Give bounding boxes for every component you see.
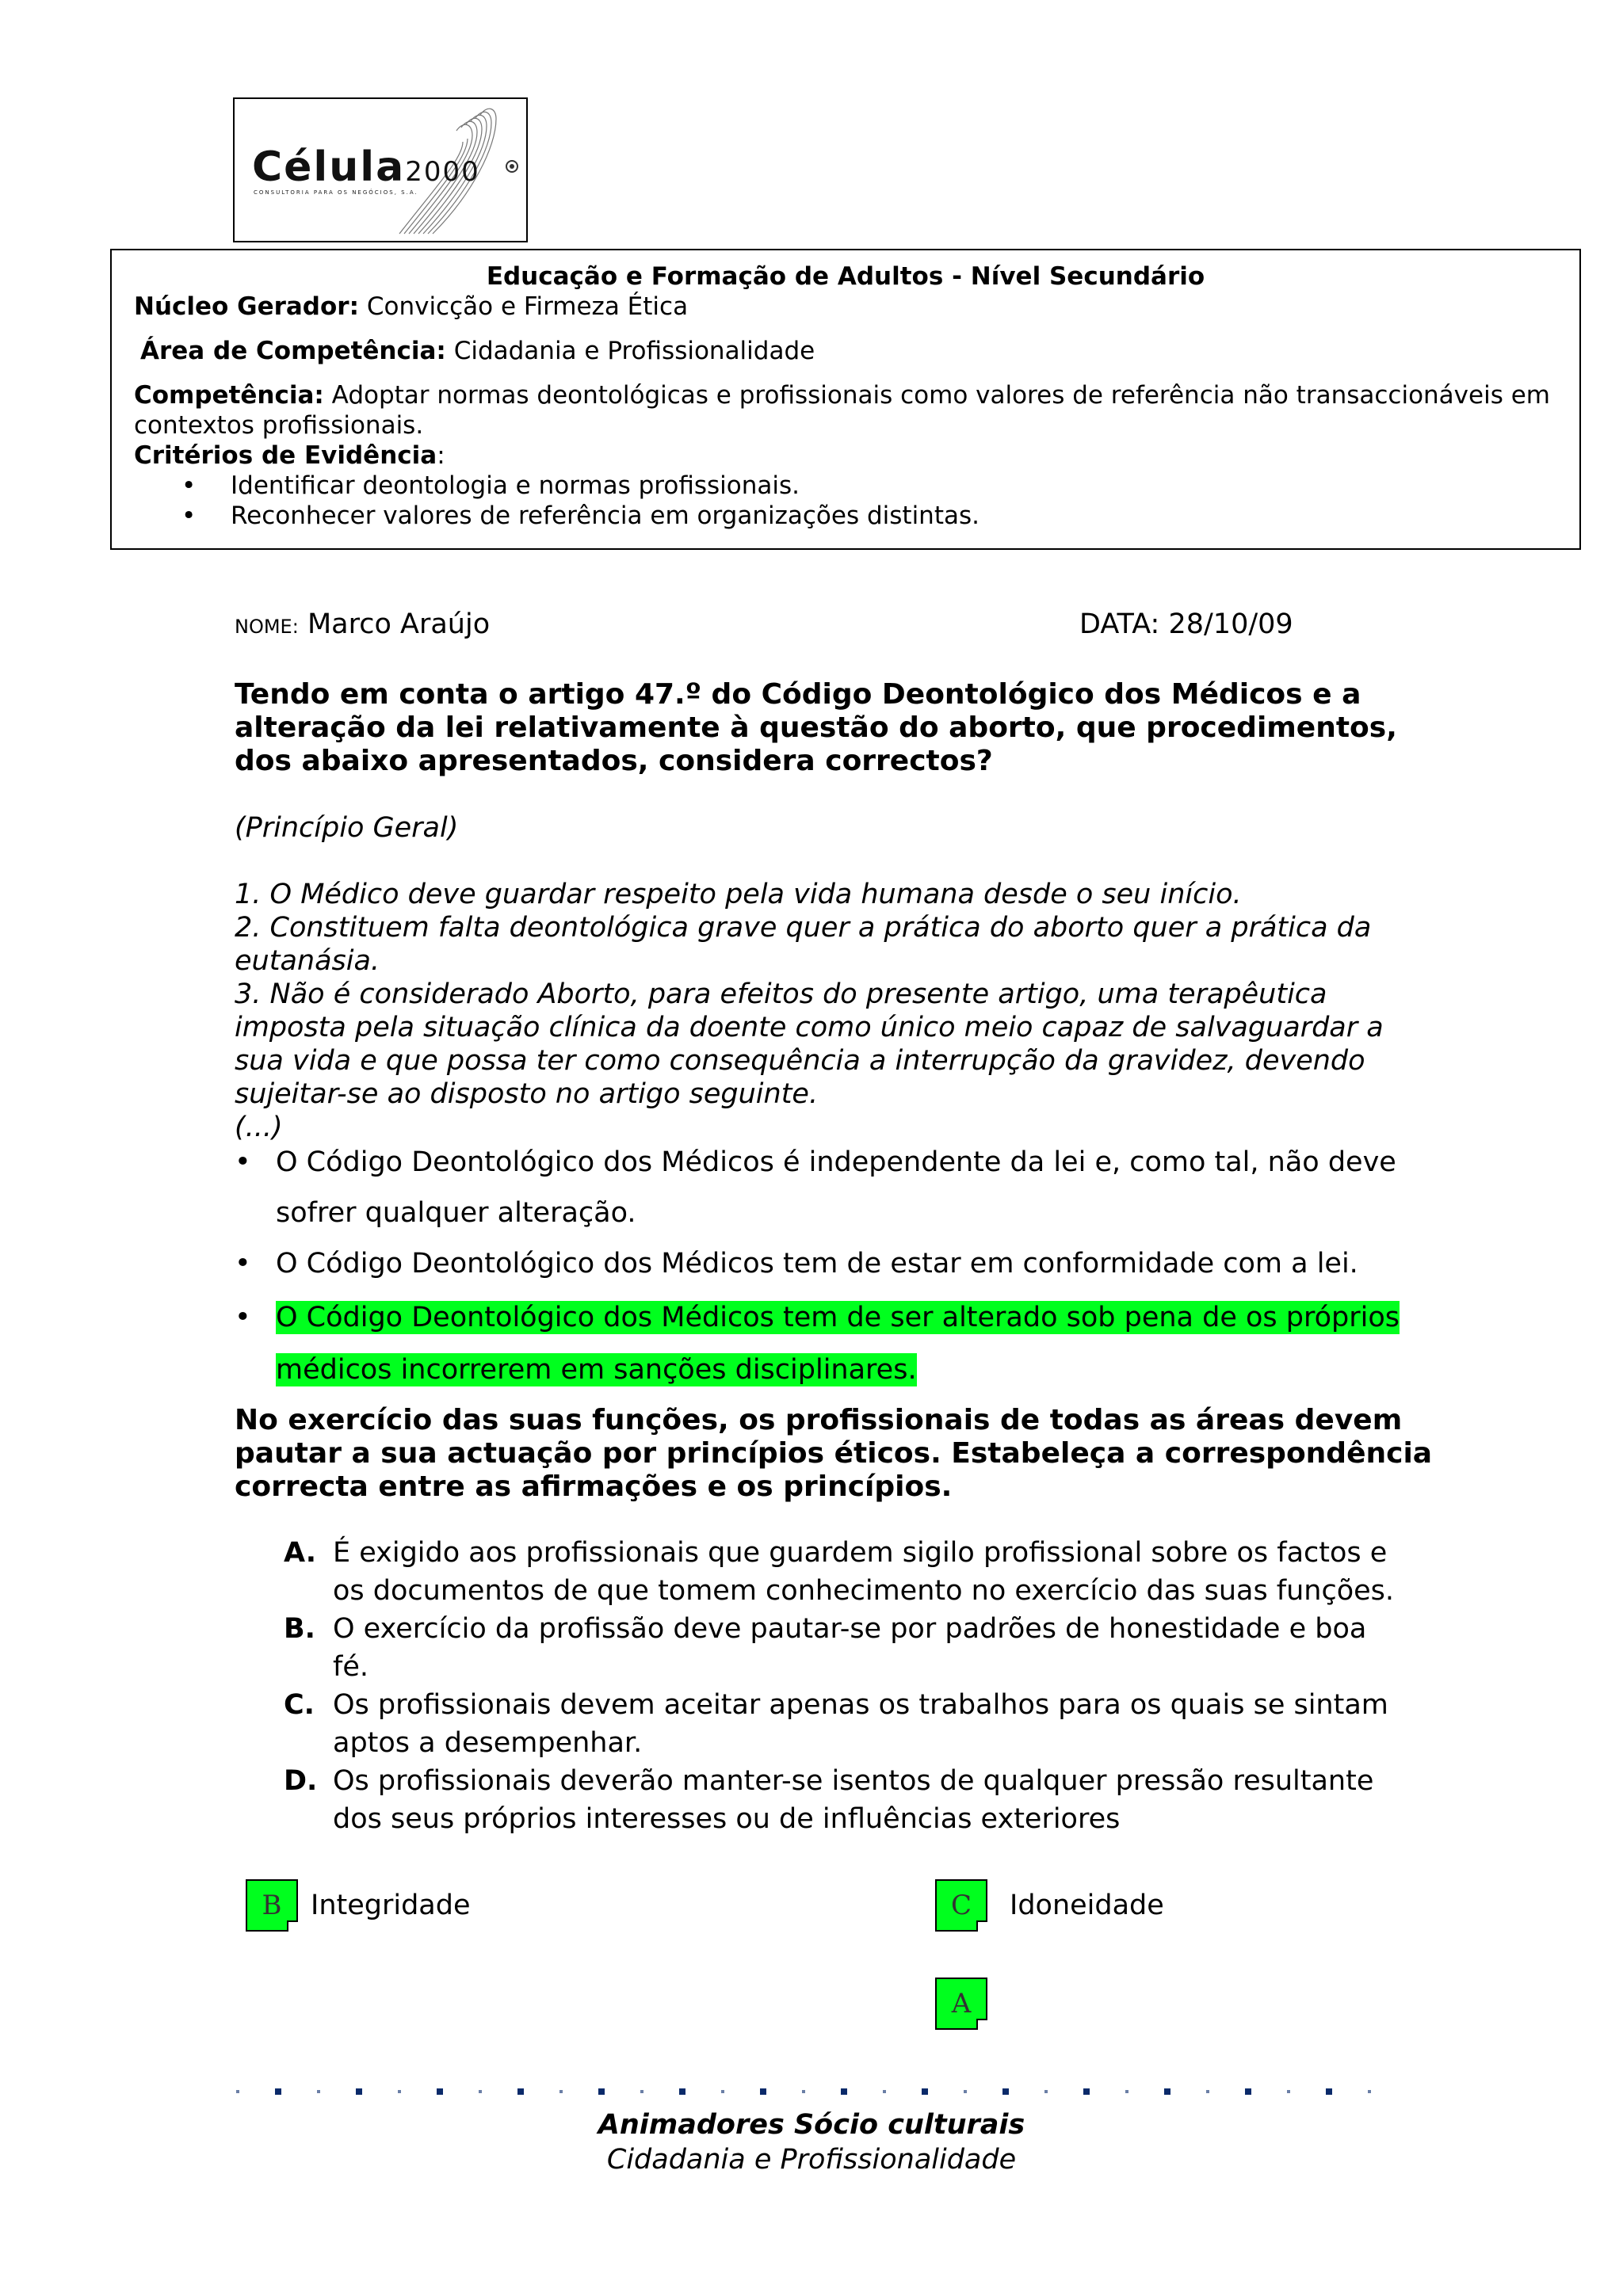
footer-dot [236,2090,239,2093]
footer-dot [517,2088,524,2095]
footer-dot [964,2090,967,2093]
footer-dot [559,2090,563,2093]
area-competencia-line [140,336,1567,366]
footer-dot [1044,2090,1048,2093]
footer-dot [1287,2090,1290,2093]
criterios-line: Critérios de Evidência: [134,441,445,470]
footer-dot [1245,2088,1251,2095]
footer-dot [1326,2088,1332,2095]
competencia-text: Adoptar normas deontológicas e profissionais como valores de referência não transaccionáveis em [331,381,1550,410]
name-label: NOME: [235,616,299,638]
area-label: Área de Competência: [140,337,446,365]
footer-dot [922,2088,928,2095]
footer-dot [275,2088,281,2095]
footer-dot [437,2088,443,2095]
area-value: Cidadania e Profissionalidade [453,337,815,365]
course-header-box [110,249,1581,550]
footer-dot-rule [235,2087,1382,2096]
footer-dot [1083,2088,1090,2095]
question-1: Tendo em conta o artigo 47.º do Código Deontológico dos Médicos e a alteração da lei relativamente à questão do aborto, que procedimentos, dos abaixo apresentados, considera correctos? [235,678,1397,777]
bullet-icon: • [181,502,197,530]
criterios-label: Critérios de Evidência [134,441,437,470]
footer-dot [1206,2090,1209,2093]
nucleo-gerador-line [134,292,1560,322]
footer-dot [356,2088,362,2095]
footer-dot [679,2088,685,2095]
criterio-item: • Identificar deontologia e normas profissionais. [181,471,800,500]
question-2: No exercício das suas funções, os profissionais de todas as áreas devem pautar a sua actuação por princípios éticos. Estabeleça a correspondência correcta entre as afirmações e os princípios. [235,1404,1433,1503]
bullet-icon: • [181,471,197,500]
footer-dot [317,2090,320,2093]
footer-dot [479,2090,482,2093]
company-logo [233,97,528,242]
footer-dot [598,2088,605,2095]
footer-dot [760,2088,766,2095]
competencia-label: Competência: [134,381,324,410]
bullet-icon: • [235,1248,251,1280]
article-47-text: 1. O Médico deve guardar respeito pela vida humana desde o seu início. 2. Constituem falta deontológica grave quer a prática do aborto quer a prática da eutanásia. 3. Não é considerado Aborto, para efeitos do presente artigo, uma terapêutica imposta pela situação clínica da doente como único meio capaz de salvaguardar a sua vida e que possa ter como consequência a interrupção da gravidez, devendo sujeitar-se ao disposto no artigo seguinte. (...) [235,879,1384,1143]
student-name-field [235,607,490,644]
logo-wordmark: Célula2000 [252,143,480,191]
footer-dot [1002,2088,1009,2095]
footer-dot [398,2090,401,2093]
footer-dot [721,2090,724,2093]
footer-dot [802,2090,805,2093]
criterio-item: • Reconhecer valores de referência em organizações distintas. [181,502,980,530]
principle-integridade: Integridade [311,1890,471,1921]
answer-box-integridade[interactable]: B [246,1879,298,1932]
bullet-icon: • [235,1302,251,1333]
footer-dot [841,2088,847,2095]
answer-box-idoneidade[interactable]: C [935,1879,987,1932]
principle-heading: (Princípio Geral) [235,812,459,844]
footer-dot [640,2090,643,2093]
footer-dot [1368,2090,1371,2093]
footer-title: Animadores Sócio culturais [598,2109,1025,2141]
footer-subtitle: Cidadania e Profissionalidade [606,2144,1017,2176]
principle-idoneidade: Idoneidade [1010,1890,1164,1921]
nucleo-label: Núcleo Gerador: [134,292,359,321]
answer-box-3[interactable]: A [935,1978,987,2030]
footer-dot [1164,2088,1170,2095]
competencia-continuation: contextos profissionais. [134,411,424,440]
course-title: Educação e Formação de Adultos - Nível Secundário [486,262,1205,291]
bullet-icon: • [235,1146,251,1178]
footer-dot [1125,2090,1128,2093]
date-field: DATA: 28/10/09 [1079,608,1293,640]
student-name: Marco Araújo [307,608,491,640]
competencia-line [134,380,1560,410]
footer-dot [883,2090,886,2093]
nucleo-value: Convicção e Firmeza Ética [366,292,689,321]
logo-tagline: CONSULTORIA PARA OS NEGÓCIOS, S.A. [254,189,418,196]
